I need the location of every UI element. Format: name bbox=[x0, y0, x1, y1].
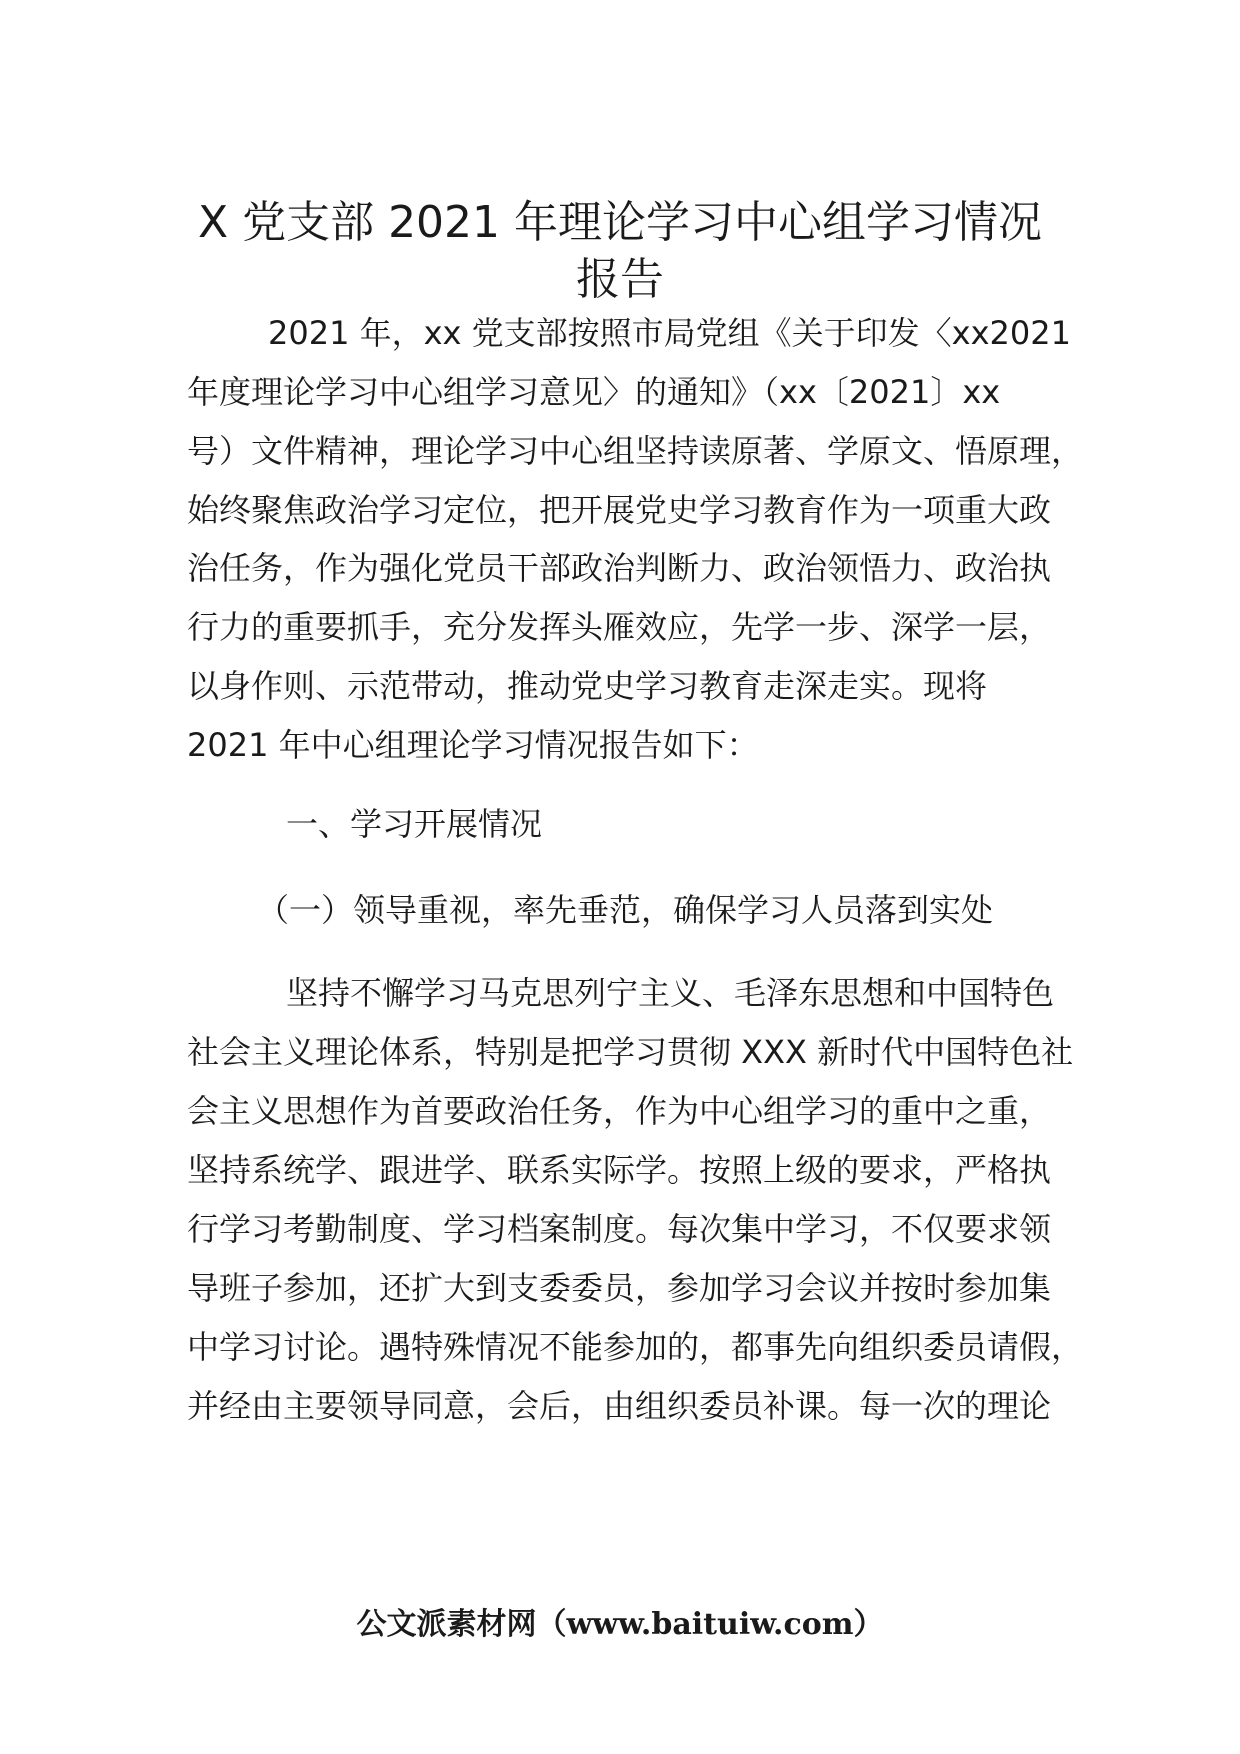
intro-line: 行力的重要抓手，充分发挥头雁效应，先学一步、深学一层， bbox=[187, 608, 1052, 646]
body-line: 坚持不懈学习马克思列宁主义、毛泽东思想和中国特色 bbox=[286, 974, 1055, 1012]
body-line: 行学习考勤制度、学习档案制度。每次集中学习，不仅要求领 bbox=[187, 1210, 1052, 1248]
body-line: 并经由主要领导同意，会后，由组织委员补课。每一次的理论 bbox=[187, 1387, 1052, 1425]
document-title bbox=[150, 194, 1090, 308]
body-line: 中学习讨论。遇特殊情况不能参加的，都事先向组织委员请假， bbox=[187, 1328, 1084, 1366]
intro-line: 治任务，作为强化党员干部政治判断力、政治领悟力、政治执 bbox=[187, 549, 1052, 587]
intro-line: 2021 年，xx 党支部按照市局党组《关于印发〈xx2021 bbox=[268, 314, 1071, 352]
intro-line: 始终聚焦政治学习定位，把开展党史学习教育作为一项重大政 bbox=[187, 491, 1052, 529]
section-heading: 一、学习开展情况 bbox=[286, 805, 543, 843]
intro-line: 年度理论学习中心组学习意见〉的通知》（xx〔2021〕xx bbox=[187, 373, 1001, 411]
subsection-heading: （一）领导重视，率先垂范，确保学习人员落到实处 bbox=[257, 891, 994, 929]
body-line: 导班子参加，还扩大到支委委员，参加学习会议并按时参加集 bbox=[187, 1269, 1052, 1307]
body-line: 坚持系统学、跟进学、联系实际学。按照上级的要求，严格执 bbox=[187, 1151, 1052, 1189]
title-line-1: X 党支部 2021 年理论学习中心组学习情况 bbox=[197, 197, 1043, 248]
intro-line: 2021 年中心组理论学习情况报告如下： bbox=[187, 726, 759, 764]
intro-line: 号）文件精神，理论学习中心组坚持读原著、学原文、悟原理， bbox=[187, 432, 1084, 470]
footer-watermark: 公文派素材网（www.baituiw.com） bbox=[356, 1607, 884, 1642]
title-line-2: 报告 bbox=[576, 254, 664, 305]
intro-line: 以身作则、示范带动，推动党史学习教育走深走实。现将 bbox=[187, 667, 988, 705]
body-line: 会主义思想作为首要政治任务，作为中心组学习的重中之重， bbox=[187, 1092, 1052, 1130]
body-line: 社会主义理论体系，特别是把学习贯彻 XXX 新时代中国特色社 bbox=[187, 1033, 1074, 1071]
